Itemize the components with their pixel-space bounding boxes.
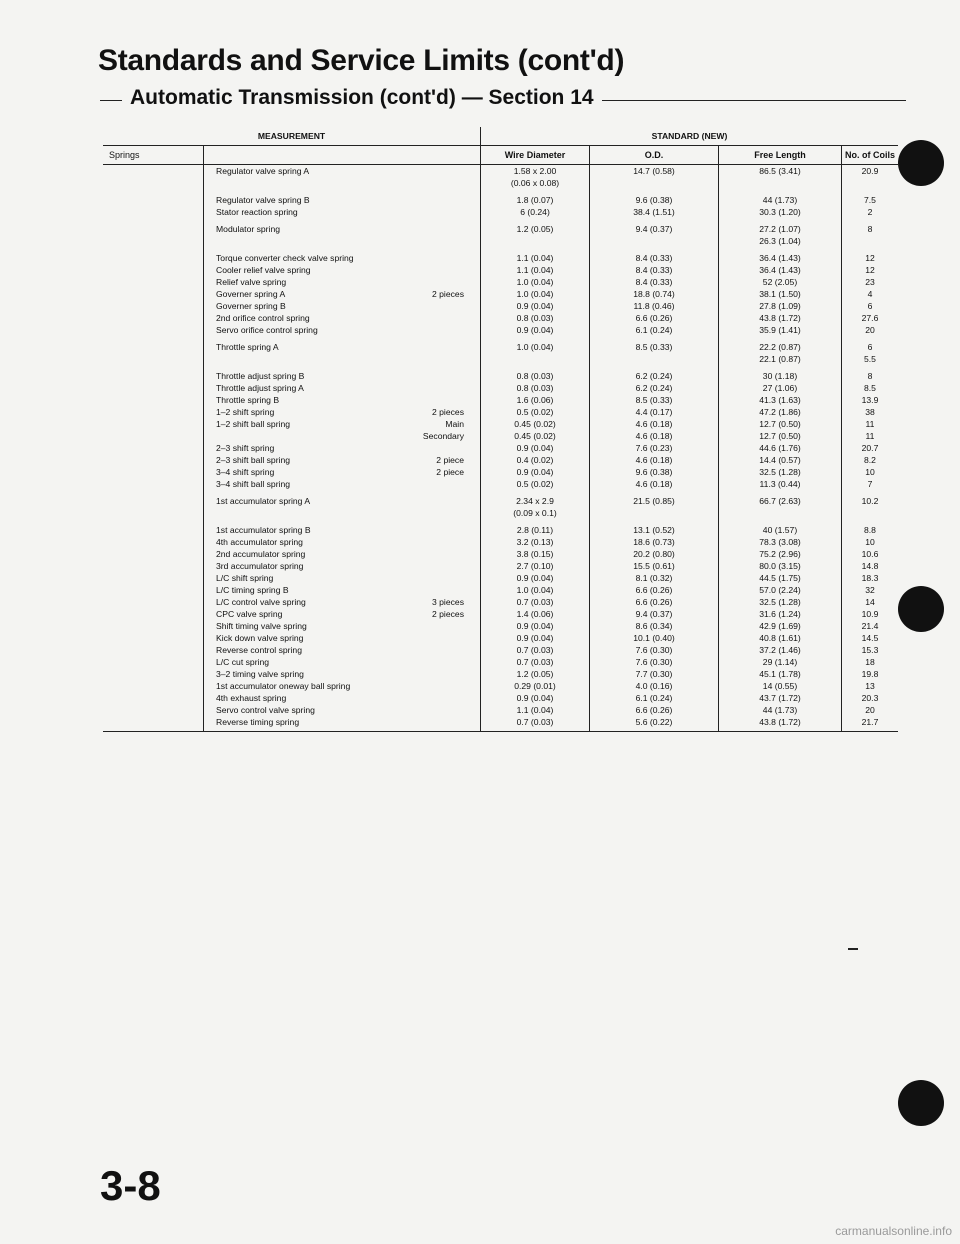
free-length-cell: 14.4 (0.57) <box>719 454 842 466</box>
spring-spec <box>464 644 478 656</box>
wire-diameter-cell: 1.0 (0.04) <box>481 276 590 288</box>
free-length-cell: 40.8 (1.61) <box>719 632 842 644</box>
spring-spec <box>464 716 478 728</box>
coils-cell: 15.3 <box>861 645 879 655</box>
od-cell: 21.5 (0.85) <box>590 495 719 519</box>
table-row <box>103 584 898 596</box>
wire-diameter-cell: 0.9 (0.04) <box>481 632 590 644</box>
od-cell: 6.6 (0.26) <box>590 312 719 324</box>
wire-diameter-cell: 1.8 (0.07) <box>481 194 590 206</box>
table-row <box>103 312 898 324</box>
coils-cell: 8.2 <box>864 455 876 465</box>
spring-spec <box>464 394 478 406</box>
od-cell: 8.4 (0.33) <box>590 276 719 288</box>
spring-spec: Secondary <box>422 431 464 441</box>
coils-cell: 8.5 <box>864 383 876 393</box>
spring-name: 4th exhaust spring <box>216 693 287 703</box>
table-row <box>103 572 898 584</box>
wire-diameter-cell: 1.0 (0.04) <box>481 584 590 596</box>
table-row <box>103 560 898 572</box>
free-length-cell: 86.5 (3.41) <box>719 165 842 190</box>
wire-diameter-cell: 0.29 (0.01) <box>481 680 590 692</box>
od-cell: 7.6 (0.30) <box>590 644 719 656</box>
coils-cell: 12 <box>865 265 875 275</box>
table-row <box>103 194 898 206</box>
table-row <box>103 632 898 644</box>
spring-spec <box>464 548 478 560</box>
table-row <box>103 288 898 300</box>
spring-spec <box>464 264 478 276</box>
spring-name: 1–2 shift ball spring <box>216 419 291 429</box>
coils-cell: 7.5 <box>864 195 876 205</box>
table-row <box>103 406 898 418</box>
wire-diameter-header: Wire Diameter <box>481 146 590 165</box>
wire-diameter-cell: 0.45 (0.02) <box>481 430 590 442</box>
spring-spec <box>464 572 478 584</box>
wire-diameter-cell: 1.6 (0.06) <box>481 394 590 406</box>
spring-name: Regulator valve spring B <box>216 195 310 205</box>
free-length-cell: 44.6 (1.76) <box>719 442 842 454</box>
coils-cell: 20.9 <box>861 166 879 176</box>
spring-name: Shift timing valve spring <box>216 621 307 631</box>
wire-diameter-cell: 1.0 (0.04) <box>481 288 590 300</box>
table-row <box>103 300 898 312</box>
spring-name: Reverse timing spring <box>216 717 300 727</box>
category-label: Springs <box>103 146 204 165</box>
spring-name: L/C shift spring <box>216 573 274 583</box>
binding-hole-marker <box>898 140 944 186</box>
spring-name: 1st accumulator oneway ball spring <box>216 681 351 691</box>
free-length-cell: 35.9 (1.41) <box>719 324 842 336</box>
wire-diameter-cell: 3.8 (0.15) <box>481 548 590 560</box>
free-length-cell: 38.1 (1.50) <box>719 288 842 300</box>
spring-name: 1–2 shift spring <box>216 407 275 417</box>
table-row <box>103 656 898 668</box>
wire-diameter-cell: 1.1 (0.04) <box>481 264 590 276</box>
spring-name: Servo control valve spring <box>216 705 315 715</box>
spring-name: 4th accumulator spring <box>216 537 303 547</box>
spring-spec <box>464 692 478 704</box>
coils-cell: 20 <box>865 705 875 715</box>
free-length-cell: 27.2 (1.07) 26.3 (1.04) <box>719 223 842 247</box>
wire-diameter-cell: 0.45 (0.02) <box>481 418 590 430</box>
coils-cell: 14.5 <box>861 633 879 643</box>
spring-spec: 3 pieces <box>431 597 464 607</box>
od-cell: 6.1 (0.24) <box>590 692 719 704</box>
spring-spec <box>464 680 478 692</box>
wire-diameter-cell: 1.1 (0.04) <box>481 252 590 264</box>
spring-spec: Main <box>445 419 464 429</box>
free-length-cell: 32.5 (1.28) <box>719 466 842 478</box>
wire-diameter-cell: 1.2 (0.05) <box>481 223 590 247</box>
standard-header: STANDARD (NEW) <box>481 127 899 146</box>
od-cell: 6.1 (0.24) <box>590 324 719 336</box>
table-row <box>103 466 898 478</box>
spring-spec <box>464 341 478 353</box>
od-cell: 6.6 (0.26) <box>590 704 719 716</box>
od-cell: 8.5 (0.33) <box>590 341 719 365</box>
od-cell: 9.6 (0.38) <box>590 466 719 478</box>
spring-spec <box>464 324 478 336</box>
od-cell: 11.8 (0.46) <box>590 300 719 312</box>
wire-diameter-cell: 0.9 (0.04) <box>481 572 590 584</box>
spring-name: Reverse control spring <box>216 645 302 655</box>
od-cell: 6.2 (0.24) <box>590 382 719 394</box>
free-length-cell: 30.3 (1.20) <box>719 206 842 218</box>
table-row <box>103 620 898 632</box>
od-cell: 38.4 (1.51) <box>590 206 719 218</box>
free-length-cell: 47.2 (1.86) <box>719 406 842 418</box>
free-length-header: Free Length <box>719 146 842 165</box>
spring-name: Throttle adjust spring B <box>216 371 305 381</box>
free-length-cell: 32.5 (1.28) <box>719 596 842 608</box>
spring-name: Servo orifice control spring <box>216 325 318 335</box>
od-cell: 7.6 (0.30) <box>590 656 719 668</box>
coils-cell: 8 <box>867 371 873 381</box>
free-length-cell: 52 (2.05) <box>719 276 842 288</box>
wire-diameter-cell: 0.9 (0.04) <box>481 300 590 312</box>
coils-cell: 19.8 <box>861 669 879 679</box>
spring-name: L/C timing spring B <box>216 585 289 595</box>
wire-diameter-cell: 1.4 (0.06) <box>481 608 590 620</box>
free-length-cell: 43.7 (1.72) <box>719 692 842 704</box>
wire-diameter-cell: 0.9 (0.04) <box>481 466 590 478</box>
spring-name: 3rd accumulator spring <box>216 561 304 571</box>
wire-diameter-cell: 0.9 (0.04) <box>481 620 590 632</box>
spring-name: 3–4 shift spring <box>216 467 275 477</box>
page-number: 3-8 <box>100 1162 161 1209</box>
spring-spec: 2 pieces <box>431 609 464 619</box>
table-row <box>103 524 898 536</box>
wire-diameter-cell: 0.7 (0.03) <box>481 716 590 732</box>
spring-name: L/C control valve spring <box>216 597 306 607</box>
coils-cell: 8.8 <box>864 525 876 535</box>
free-length-cell: 44 (1.73) <box>719 194 842 206</box>
coils-cell: 21.7 <box>842 716 899 732</box>
coils-cell: 8 <box>867 224 873 234</box>
binding-hole-marker <box>898 586 944 632</box>
od-cell: 7.7 (0.30) <box>590 668 719 680</box>
spring-spec <box>464 704 478 716</box>
wire-diameter-cell: 2.8 (0.11) <box>481 524 590 536</box>
spring-spec <box>464 632 478 644</box>
margin-mark <box>848 948 858 950</box>
free-length-cell: 57.0 (2.24) <box>719 584 842 596</box>
coils-cell: 10 <box>865 467 875 477</box>
od-cell: 10.1 (0.40) <box>590 632 719 644</box>
spring-name: 3–2 timing valve spring <box>216 669 304 679</box>
spring-spec: 2 piece <box>436 467 464 477</box>
spring-spec <box>464 442 478 454</box>
free-length-cell: 80.0 (3.15) <box>719 560 842 572</box>
spring-name: 1st accumulator spring A <box>216 496 311 506</box>
od-cell: 4.4 (0.17) <box>590 406 719 418</box>
spring-spec <box>464 524 478 536</box>
spring-spec <box>464 478 478 490</box>
spring-name: Modulator spring <box>216 224 281 234</box>
spring-name: Throttle adjust spring A <box>216 383 304 393</box>
wire-diameter-cell: 0.5 (0.02) <box>481 478 590 490</box>
free-length-cell: 40 (1.57) <box>719 524 842 536</box>
spring-name: Regulator valve spring A <box>216 166 310 176</box>
od-cell: 18.6 (0.73) <box>590 536 719 548</box>
spring-spec <box>464 620 478 632</box>
spring-spec: 2 pieces <box>431 289 464 299</box>
spring-spec <box>464 668 478 680</box>
od-cell: 6.2 (0.24) <box>590 370 719 382</box>
wire-diameter-cell: 2.34 x 2.9 (0.09 x 0.1) <box>481 495 590 519</box>
spring-spec <box>464 370 478 382</box>
table-row <box>103 442 898 454</box>
table-row <box>103 548 898 560</box>
spring-name: Relief valve spring <box>216 277 287 287</box>
table-row <box>103 536 898 548</box>
spring-spec <box>464 252 478 264</box>
free-length-cell: 22.2 (0.87) 22.1 (0.87) <box>719 341 842 365</box>
wire-diameter-cell: 6 (0.24) <box>481 206 590 218</box>
coils-cell: 23 <box>865 277 875 287</box>
spring-name: Cooler relief valve spring <box>216 265 311 275</box>
spring-name: 2nd orifice control spring <box>216 313 310 323</box>
coils-cell: 6 <box>867 301 873 311</box>
free-length-cell: 31.6 (1.24) <box>719 608 842 620</box>
page-title: Standards and Service Limits (cont'd) <box>98 44 625 77</box>
free-length-cell: 27.8 (1.09) <box>719 300 842 312</box>
table-row <box>103 644 898 656</box>
wire-diameter-cell: 0.8 (0.03) <box>481 382 590 394</box>
coils-cell: 10.9 <box>861 609 879 619</box>
spring-name: 3–4 shift ball spring <box>216 479 291 489</box>
wire-diameter-cell: 2.7 (0.10) <box>481 560 590 572</box>
coils-cell: 13 <box>865 681 875 691</box>
table-row <box>103 324 898 336</box>
table-row <box>103 668 898 680</box>
spring-spec: 2 piece <box>436 455 464 465</box>
free-length-cell: 37.2 (1.46) <box>719 644 842 656</box>
spring-spec <box>464 194 478 206</box>
od-cell: 14.7 (0.58) <box>590 165 719 190</box>
coils-cell: 10.6 <box>861 549 879 559</box>
coils-cell: 10.2 <box>861 496 879 506</box>
free-length-cell: 36.4 (1.43) <box>719 264 842 276</box>
spring-spec <box>464 165 478 177</box>
coils-cell: 18.3 <box>861 573 879 583</box>
table-row <box>103 165 898 190</box>
spring-spec <box>464 382 478 394</box>
coils-cell: 27.6 <box>861 313 879 323</box>
coils-cell: 13.9 <box>861 395 879 405</box>
od-cell: 4.0 (0.16) <box>590 680 719 692</box>
free-length-cell: 12.7 (0.50) <box>719 418 842 430</box>
free-length-cell: 44 (1.73) <box>719 704 842 716</box>
wire-diameter-cell: 3.2 (0.13) <box>481 536 590 548</box>
free-length-cell: 11.3 (0.44) <box>719 478 842 490</box>
od-header: O.D. <box>590 146 719 165</box>
spring-rows <box>103 165 898 732</box>
coils-cell: 11 <box>865 431 875 441</box>
free-length-cell: 66.7 (2.63) <box>719 495 842 519</box>
table-row <box>103 680 898 692</box>
wire-diameter-cell: 0.7 (0.03) <box>481 644 590 656</box>
spring-name: 2nd accumulator spring <box>216 549 306 559</box>
od-cell: 8.6 (0.34) <box>590 620 719 632</box>
wire-diameter-cell: 0.4 (0.02) <box>481 454 590 466</box>
spring-spec <box>464 656 478 668</box>
od-cell: 15.5 (0.61) <box>590 560 719 572</box>
wire-diameter-cell: 0.7 (0.03) <box>481 596 590 608</box>
coils-cell: 38 <box>865 407 875 417</box>
wire-diameter-cell: 0.5 (0.02) <box>481 406 590 418</box>
free-length-cell: 42.9 (1.69) <box>719 620 842 632</box>
od-cell: 8.4 (0.33) <box>590 252 719 264</box>
coils-cell: 14.8 <box>861 561 879 571</box>
coils-cell: 32 <box>865 585 875 595</box>
coils-cell: 18 <box>865 657 875 667</box>
coils-cell: 21.4 <box>861 621 879 631</box>
table-row <box>103 382 898 394</box>
table-row <box>103 418 898 430</box>
od-cell: 18.8 (0.74) <box>590 288 719 300</box>
coils-cell: 6 5.5 <box>864 342 876 364</box>
coils-cell: 14 <box>865 597 875 607</box>
coils-cell: 20.7 <box>861 443 879 453</box>
wire-diameter-cell: 0.7 (0.03) <box>481 656 590 668</box>
wire-diameter-cell: 0.9 (0.04) <box>481 324 590 336</box>
binding-hole-marker <box>898 1080 944 1126</box>
od-cell: 20.2 (0.80) <box>590 548 719 560</box>
wire-diameter-cell: 0.9 (0.04) <box>481 442 590 454</box>
spring-name: Throttle spring B <box>216 395 280 405</box>
wire-diameter-cell: 1.2 (0.05) <box>481 668 590 680</box>
free-length-cell: 43.8 (1.72) <box>719 312 842 324</box>
table-row <box>103 454 898 466</box>
free-length-cell: 27 (1.06) <box>719 382 842 394</box>
wire-diameter-cell: 1.0 (0.04) <box>481 341 590 365</box>
od-cell: 7.6 (0.23) <box>590 442 719 454</box>
od-cell: 4.6 (0.18) <box>590 454 719 466</box>
table-row <box>103 370 898 382</box>
coils-cell: 11 <box>865 419 875 429</box>
wire-diameter-cell: 0.8 (0.03) <box>481 312 590 324</box>
od-cell: 6.6 (0.26) <box>590 584 719 596</box>
table-row <box>103 596 898 608</box>
spring-spec <box>464 223 478 235</box>
free-length-cell: 29 (1.14) <box>719 656 842 668</box>
od-cell: 8.1 (0.32) <box>590 572 719 584</box>
free-length-cell: 41.3 (1.63) <box>719 394 842 406</box>
table-row <box>103 495 898 519</box>
od-cell: 9.4 (0.37) <box>590 608 719 620</box>
free-length-cell: 30 (1.18) <box>719 370 842 382</box>
free-length-cell: 36.4 (1.43) <box>719 252 842 264</box>
spring-name: 2–3 shift spring <box>216 443 275 453</box>
od-cell: 8.4 (0.33) <box>590 264 719 276</box>
od-cell: 13.1 (0.52) <box>590 524 719 536</box>
od-cell: 4.6 (0.18) <box>590 478 719 490</box>
spring-spec <box>464 276 478 288</box>
coils-cell: 4 <box>867 289 873 299</box>
table-row <box>103 206 898 218</box>
wire-diameter-cell: 1.1 (0.04) <box>481 704 590 716</box>
wire-diameter-cell: 1.58 x 2.00 (0.06 x 0.08) <box>481 165 590 190</box>
table-row <box>103 341 898 365</box>
spring-spec <box>464 312 478 324</box>
spring-spec <box>464 495 478 507</box>
spring-spec: 2 pieces <box>431 407 464 417</box>
watermark: carmanualsonline.info <box>835 1224 952 1238</box>
spring-name: Torque converter check valve spring <box>216 253 354 263</box>
coils-cell: 20.3 <box>861 693 879 703</box>
table-row <box>103 394 898 406</box>
free-length-cell: 12.7 (0.50) <box>719 430 842 442</box>
free-length-cell: 75.2 (2.96) <box>719 548 842 560</box>
table-row <box>103 264 898 276</box>
coils-cell: 7 <box>867 479 873 489</box>
table-row <box>103 223 898 247</box>
spring-spec <box>464 560 478 572</box>
table-row <box>103 716 898 732</box>
spring-name: Governer spring A <box>216 289 286 299</box>
spring-name: Kick down valve spring <box>216 633 304 643</box>
table-row <box>103 704 898 716</box>
table-row <box>103 276 898 288</box>
spring-name: Stator reaction spring <box>216 207 298 217</box>
od-cell: 8.5 (0.33) <box>590 394 719 406</box>
spring-name: CPC valve spring <box>216 609 283 619</box>
spring-spec <box>464 536 478 548</box>
spring-specs-table <box>103 127 898 732</box>
free-length-cell: 43.8 (1.72) <box>719 716 842 732</box>
free-length-cell: 78.3 (3.08) <box>719 536 842 548</box>
free-length-cell: 44.5 (1.75) <box>719 572 842 584</box>
spring-name: L/C cut spring <box>216 657 270 667</box>
wire-diameter-cell: 0.9 (0.04) <box>481 692 590 704</box>
od-cell: 5.6 (0.22) <box>590 716 719 732</box>
wire-diameter-cell: 0.8 (0.03) <box>481 370 590 382</box>
measurement-header: MEASUREMENT <box>103 127 481 146</box>
coils-header: No. of Coils <box>842 146 899 165</box>
od-cell: 4.6 (0.18) <box>590 430 719 442</box>
coils-cell: 20 <box>865 325 875 335</box>
table-row <box>103 478 898 490</box>
coils-cell: 10 <box>865 537 875 547</box>
table-row <box>103 608 898 620</box>
table-row <box>103 252 898 264</box>
od-cell: 9.4 (0.37) <box>590 223 719 247</box>
table-row <box>103 430 898 442</box>
od-cell: 6.6 (0.26) <box>590 596 719 608</box>
table-row <box>103 692 898 704</box>
spring-name: Governer spring B <box>216 301 286 311</box>
free-length-cell: 14 (0.55) <box>719 680 842 692</box>
spring-spec <box>464 300 478 312</box>
coils-cell: 12 <box>865 253 875 263</box>
spring-name: 2–3 shift ball spring <box>216 455 291 465</box>
section-title: Automatic Transmission (cont'd) — Section 14 <box>122 86 602 110</box>
free-length-cell: 45.1 (1.78) <box>719 668 842 680</box>
spring-name: Throttle spring A <box>216 342 279 352</box>
spring-spec <box>464 206 478 218</box>
spring-spec <box>464 584 478 596</box>
spring-name: 1st accumulator spring B <box>216 525 311 535</box>
coils-cell: 2 <box>867 207 873 217</box>
od-cell: 9.6 (0.38) <box>590 194 719 206</box>
od-cell: 4.6 (0.18) <box>590 418 719 430</box>
